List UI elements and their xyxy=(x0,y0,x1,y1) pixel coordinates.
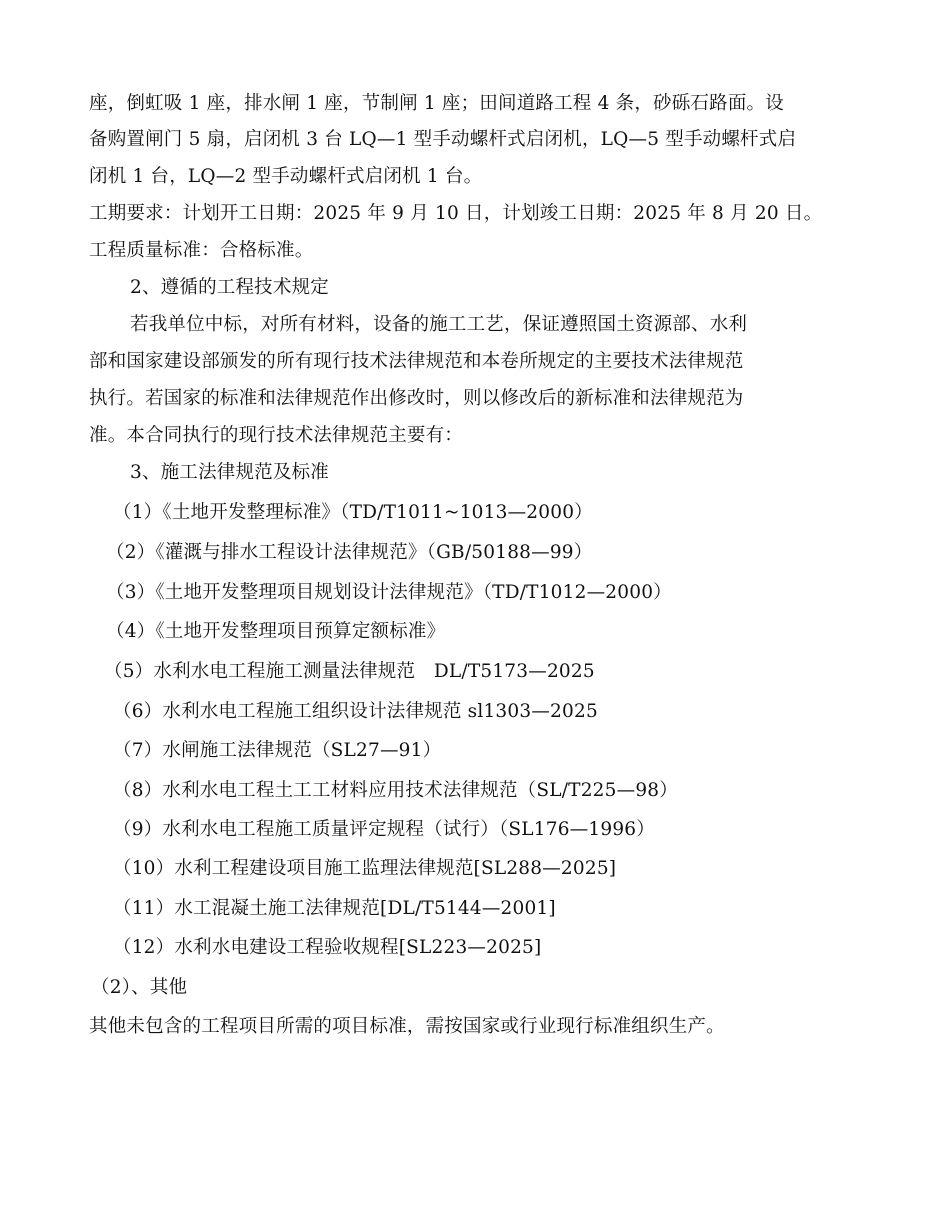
standard-item-11: （11）水工混凝土施工法律规范[DL/T5144—2001] xyxy=(113,898,556,919)
paragraph-line-tech-4: 准。本合同执行的现行技术法律规范主要有： xyxy=(89,425,464,446)
paragraph-line-scope-1: 座，倒虹吸 1 座，排水闸 1 座，节制闸 1 座；田间道路工程 4 条，砂砾石路面。设 xyxy=(89,93,784,114)
standard-item-7: （7）水闸施工法律规范（SL27—91） xyxy=(113,740,442,761)
standard-item-3: （3）《土地开发整理项目规划设计法律规范》（TD/T1012—2000） xyxy=(106,582,672,603)
standard-item-2: （2）《灌溉与排水工程设计法律规范》（GB/50188—99） xyxy=(106,542,593,563)
section-heading-3: 3、施工法律规范及标准 xyxy=(130,462,329,483)
standard-item-8: （8）水利水电工程土工工材料应用技术法律规范（SL/T225—98） xyxy=(113,780,678,801)
paragraph-line-scope-3: 闭机 1 台，LQ—2 型手动螺杆式启闭机 1 台。 xyxy=(89,166,483,187)
paragraph-line-scope-2: 备购置闸门 5 扇，启闭机 3 台 LQ—1 型手动螺杆式启闭机，LQ—5 型手动螺杆式启 xyxy=(89,129,797,150)
standard-item-5: （5）水利水电工程施工测量法律规范 DL/T5173—2025 xyxy=(104,661,595,682)
quality-standard-line: 工程质量标准：合格标准。 xyxy=(89,240,314,261)
section-heading-2: 2、遵循的工程技术规定 xyxy=(130,277,329,298)
standard-item-1: （1）《土地开发整理标准》（TD/T1011~1013—2000） xyxy=(113,502,593,523)
standard-item-4: （4）《土地开发整理项目预算定额标准》 xyxy=(106,621,446,642)
other-heading: （2）、其他 xyxy=(91,977,188,998)
standard-item-10: （10）水利工程建设项目施工监理法律规范[SL288—2025] xyxy=(113,858,617,879)
standard-item-9: （9）水利水电工程施工质量评定规程（试行）（SL176—1996） xyxy=(113,819,655,840)
paragraph-line-tech-2: 部和国家建设部颁发的所有现行技术法律规范和本卷所规定的主要技术法律规范 xyxy=(89,351,744,372)
paragraph-line-tech-3: 执行。若国家的标准和法律规范作出修改时，则以修改后的新标准和法律规范为 xyxy=(89,388,744,409)
other-paragraph: 其他未包含的工程项目所需的项目标准，需按国家或行业现行标准组织生产。 xyxy=(89,1016,725,1037)
standard-item-12: （12）水利水电建设工程验收规程[SL223—2025] xyxy=(113,937,542,958)
paragraph-line-tech-1: 若我单位中标，对所有材料，设备的施工工艺，保证遵照国土资源部、水利 xyxy=(130,314,748,335)
standard-item-6: （6）水利水电工程施工组织设计法律规范 sl1303—2025 xyxy=(113,701,598,722)
schedule-line: 工期要求：计划开工日期：2025 年 9 月 10 日，计划竣工日期：2025 年 8 月 20 日。 xyxy=(89,203,823,224)
